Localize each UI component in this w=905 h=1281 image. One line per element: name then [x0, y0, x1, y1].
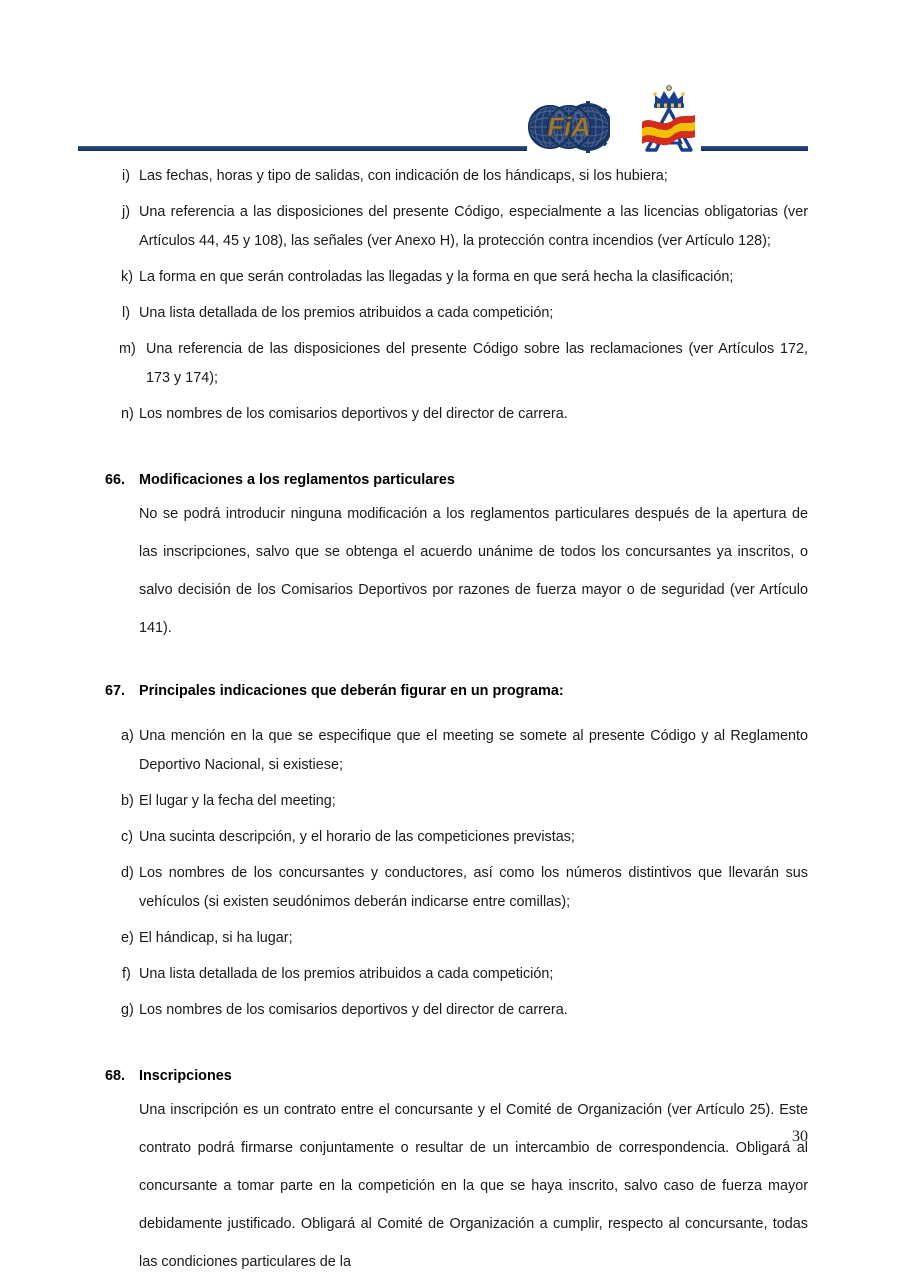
- list-item-text: Una sucinta descripción, y el horario de las competiciones previstas;: [139, 829, 575, 845]
- document-body: [0, 162, 905, 1281]
- list-marker: k): [121, 269, 133, 285]
- header-rule-right: [701, 146, 808, 151]
- list-marker: b): [121, 793, 134, 809]
- section-heading: [105, 677, 808, 706]
- page-number: 30: [792, 1128, 808, 1145]
- list-item-text: Los nombres de los comisarios deportivos y del director de carrera.: [139, 406, 568, 422]
- list-item: [0, 960, 905, 989]
- list-item-text: Una lista detallada de los premios atribuidos a cada competición;: [139, 305, 554, 321]
- list-item: [0, 299, 905, 328]
- list-marker: i): [122, 168, 130, 184]
- page-header: [0, 0, 905, 156]
- list-marker: m): [119, 341, 136, 357]
- spacer: [0, 1032, 905, 1062]
- list-item-text: Una lista detallada de los premios atribuidos a cada competición;: [139, 966, 554, 982]
- list-item: [0, 787, 905, 816]
- list-marker: f): [122, 966, 131, 982]
- spacer: [0, 647, 905, 677]
- spacer: [0, 436, 905, 466]
- list-item: [0, 996, 905, 1025]
- list-marker: g): [121, 1002, 134, 1018]
- list-marker: l): [122, 305, 130, 321]
- fia-logo-icon: [528, 100, 610, 154]
- section-67: [0, 677, 905, 706]
- list-item: [0, 335, 905, 393]
- list-item-text: Una mención en la que se especifique que el meeting se somete al presente Código y al Reglamento Deportivo Nacional, si existiese;: [139, 728, 808, 773]
- section-title: Inscripciones: [139, 1068, 232, 1084]
- section-title: Principales indicaciones que deberán figurar en un programa:: [139, 683, 564, 699]
- section-68: [0, 1062, 905, 1281]
- list-item-text: Los nombres de los concursantes y conductores, así como los números distintivos que llevarán sus vehículos (si existen seudónimos deberán indicarse entre comillas);: [139, 865, 808, 910]
- list-item-text: Las fechas, horas y tipo de salidas, con indicación de los hándicaps, si los hubiera;: [139, 168, 668, 184]
- list-section-67: [0, 722, 905, 1025]
- list-marker: n): [121, 406, 134, 422]
- list-item-text: Una referencia de las disposiciones del presente Código sobre las reclamaciones (ver Artículos 172, 173 y 174);: [146, 341, 808, 386]
- list-item: [0, 924, 905, 953]
- list-marker: c): [121, 829, 133, 845]
- list-item: [0, 823, 905, 852]
- list-item-text: El lugar y la fecha del meeting;: [139, 793, 336, 809]
- section-paragraph: Una inscripción es un contrato entre el concursante y el Comité de Organización (ver Artículo 25). Este contrato podrá firmarse conjuntamente o resultar de un intercambio de correspondencia. Obligará al concursante a tomar parte en la competición en la que se haya inscrito, salvo caso de fuerza mayor debidamente justificado. Obligará al Comité de Organización a cumplir, respecto al concursante, todas las condiciones particulares de la: [139, 1102, 808, 1270]
- rfeda-logo-icon: [633, 82, 705, 154]
- list-item: [0, 400, 905, 429]
- section-heading: [105, 466, 808, 495]
- list-item-text: El hándicap, si ha lugar;: [139, 930, 293, 946]
- list-item: [0, 263, 905, 292]
- section-number: 67.: [105, 683, 126, 699]
- section-title: Modificaciones a los reglamentos particulares: [139, 472, 455, 488]
- svg-text:FiA: FiA: [547, 112, 591, 142]
- list-item: [0, 162, 905, 191]
- list-item-text: La forma en que serán controladas las llegadas y la forma en que será hecha la clasificación;: [139, 269, 734, 285]
- spacer: [0, 706, 905, 722]
- list-marker: e): [121, 930, 134, 946]
- list-item: [0, 722, 905, 780]
- section-paragraph: No se podrá introducir ninguna modificación a los reglamentos particulares después de la apertura de las inscripciones, salvo que se obtenga el acuerdo unánime de todos los concursantes ya inscritos, o salvo decisión de los Comisarios Deportivos por razones de fuerza mayor o de seguridad (ver Artículo 141).: [139, 506, 808, 636]
- header-rule-left: [78, 146, 527, 151]
- section-66: [0, 466, 905, 647]
- list-marker: d): [121, 865, 134, 881]
- section-heading: [105, 1062, 808, 1091]
- list-item: [0, 198, 905, 256]
- section-number: 68.: [105, 1068, 126, 1084]
- list-item-text: Una referencia a las disposiciones del presente Código, especialmente a las licencias obligatorias (ver Artículos 44, 45 y 108), las señales (ver Anexo H), la protección contra incendios (ver Artículo 128);: [139, 204, 808, 249]
- list-marker: j): [122, 204, 130, 220]
- section-number: 66.: [105, 472, 126, 488]
- list-marker: a): [121, 728, 134, 744]
- list-continued: [0, 162, 905, 429]
- list-item: [0, 859, 905, 917]
- list-item-text: Los nombres de los comisarios deportivos y del director de carrera.: [139, 1002, 568, 1018]
